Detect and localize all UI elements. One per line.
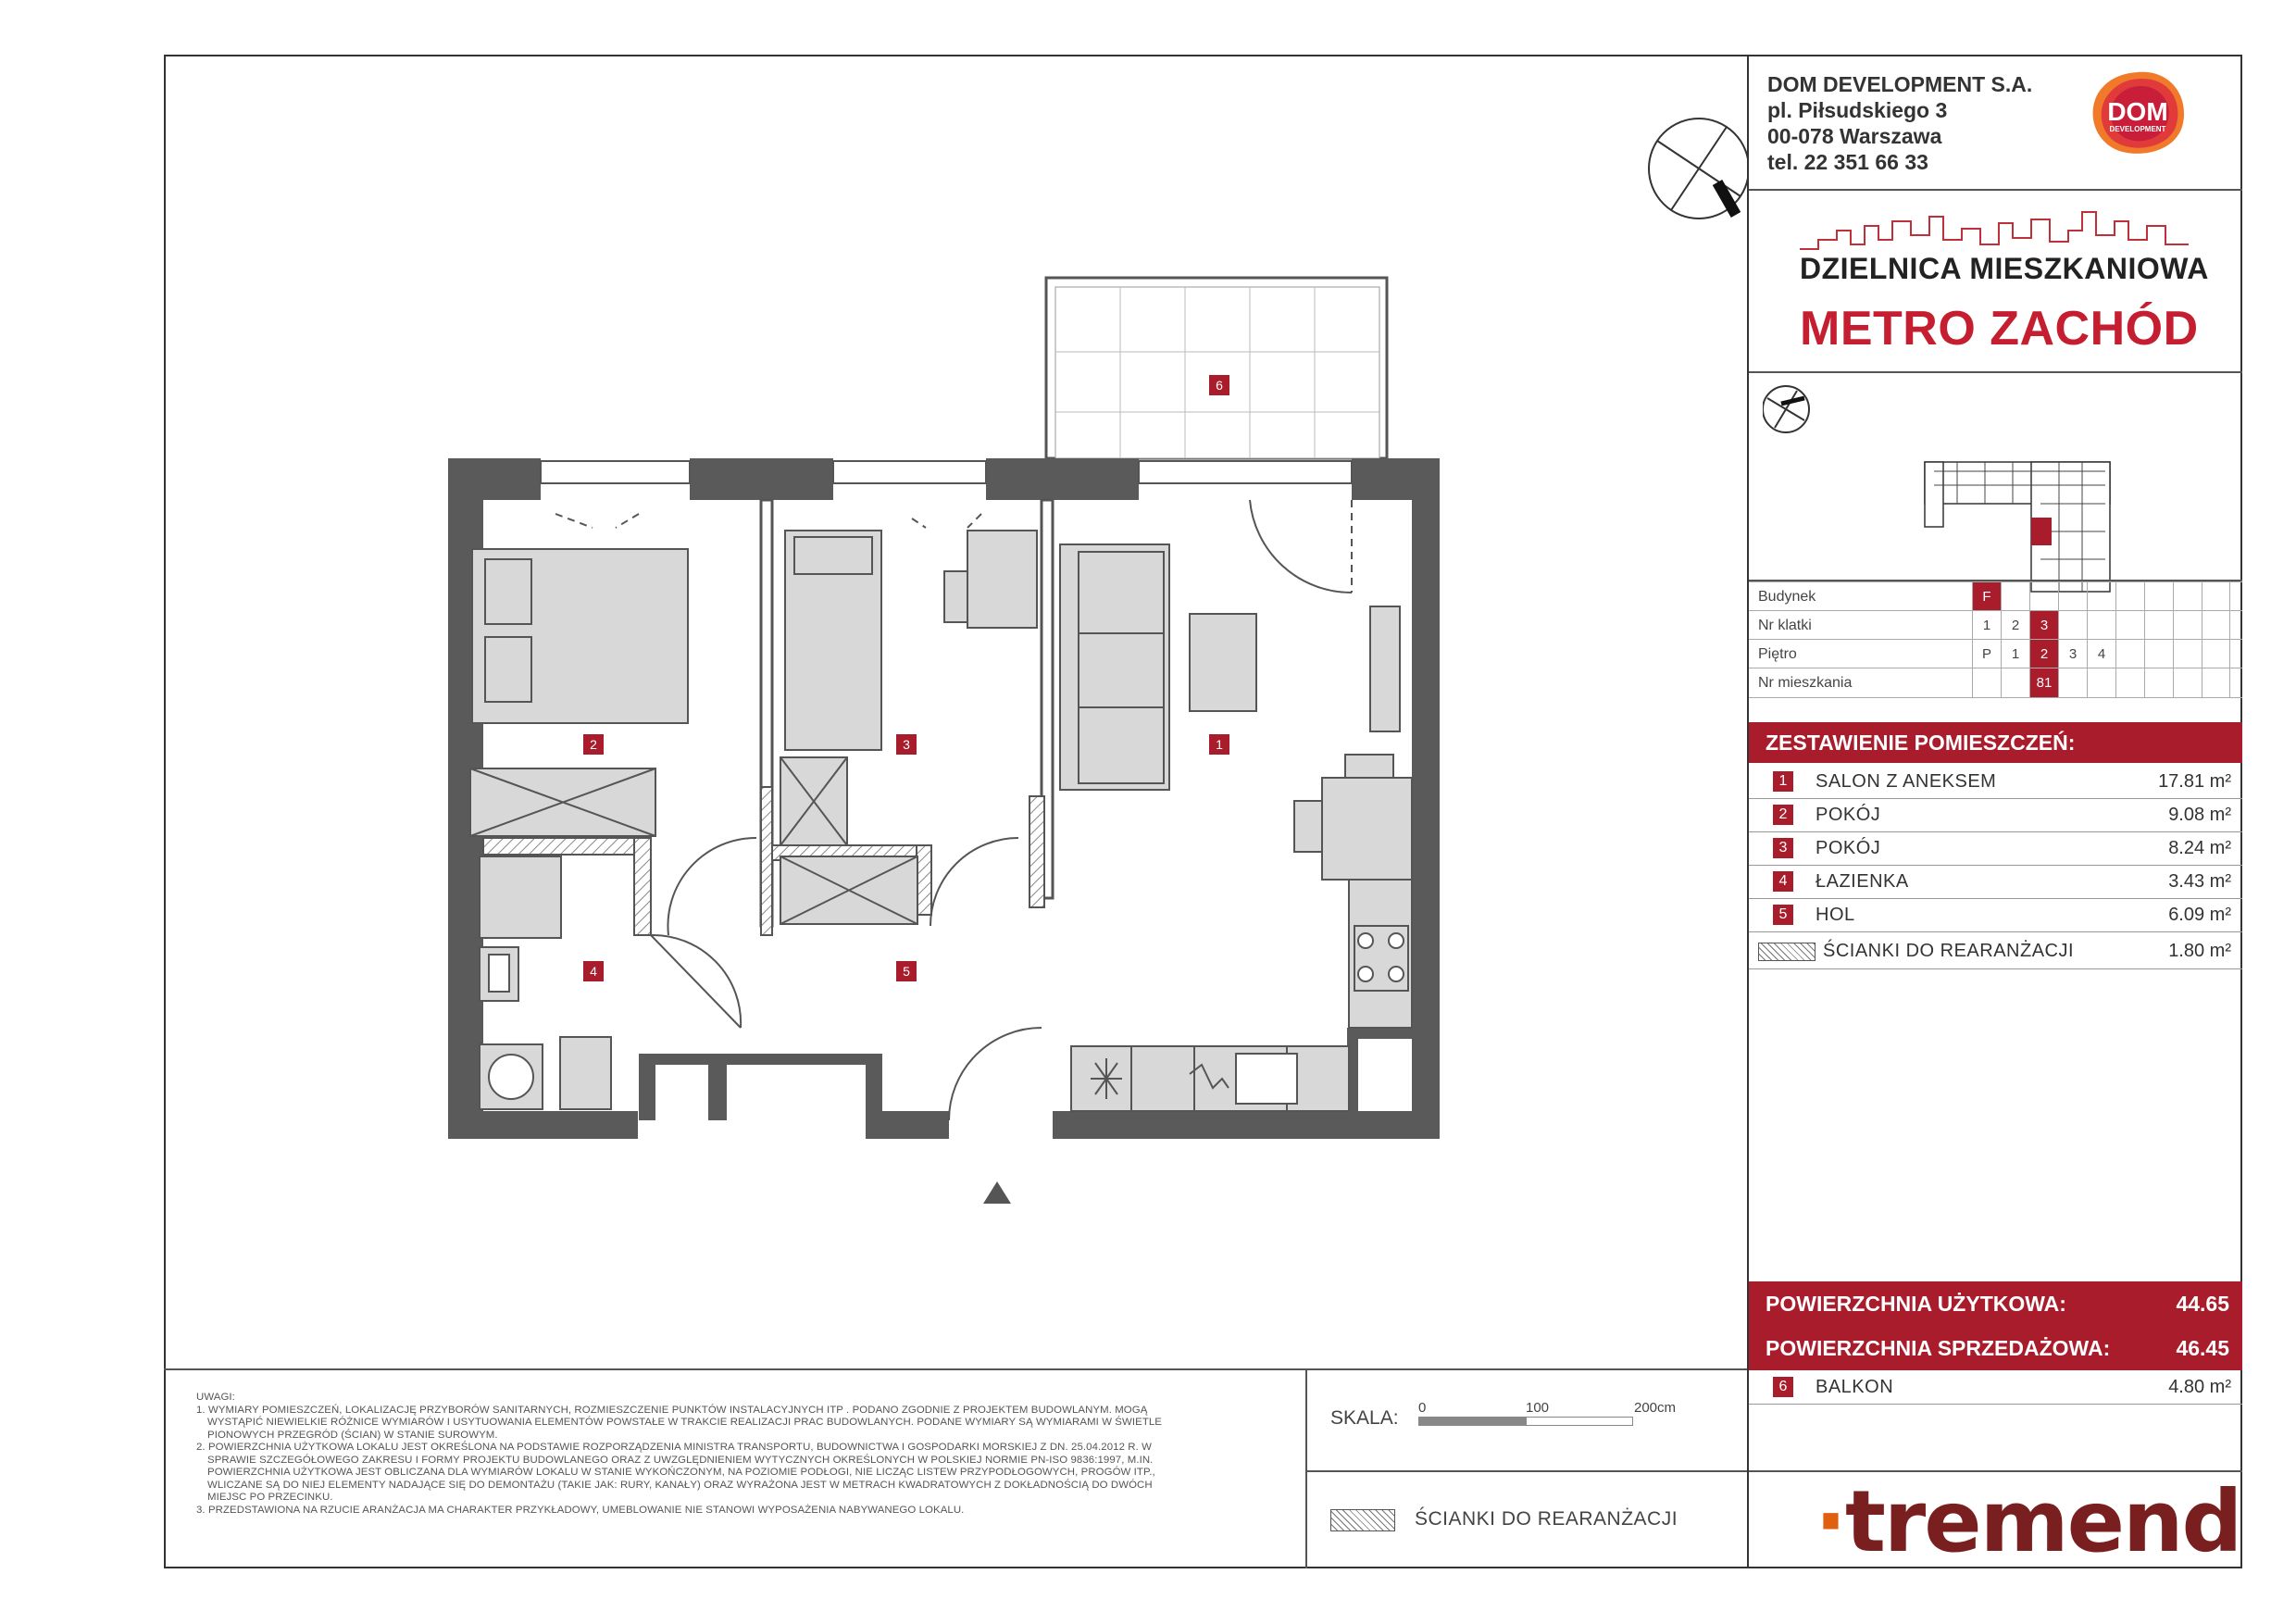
- room-area: 1.80 m²: [2168, 941, 2231, 961]
- room-area: 8.24 m²: [2168, 838, 2231, 858]
- room-row: [1749, 865, 2242, 899]
- plan-label-room-4: 4: [583, 961, 604, 981]
- notes-line: WLICZANE SĄ DO NIEJ ELEMENTY NADAJĄCE SIĘ DO DEMONTAŻU (TAKIE JAK: RURY, KANAŁY) ORAZ WYRAŻONA JEST W METRACH KWADRATOWYCH Z DOKŁADNOŚCIĄ DO DWÓCH: [207, 1479, 1153, 1491]
- room-number: 2: [1773, 805, 1793, 825]
- scale-divider: [1305, 1470, 1747, 1472]
- notes: [196, 1392, 1289, 1517]
- logo-text-dom: DOM: [2107, 97, 2168, 126]
- windows: [541, 461, 1352, 483]
- logo-text-development: DEVELOPMENT: [2109, 125, 2166, 133]
- notes-line: 2. POWIERZCHNIA UŻYTKOWA LOKALU JEST OKREŚLONA NA PODSTAWIE ROZPORZĄDZENIA MINISTRA TRANSPORTU, BUDOWNICTWA I GOSPODARKI MORSKIEJ Z DN. 25.04.2012 R. W: [196, 1442, 1152, 1453]
- location-cell: P: [1972, 640, 2001, 668]
- room-row: [1749, 798, 2242, 832]
- room-number: 6: [1773, 1377, 1793, 1397]
- company-address-1: pl. Piłsudskiego 3: [1767, 98, 1948, 122]
- notes-line: 1. WYMIARY POMIESZCZEŃ, LOKALIZACJĘ PRZYBORÓW SANITARNYCH, ROZMIESZCZENIE PUNKTÓW INSTALACYJNYCH ITP . PODANO ZGODNIE Z PROJEKTEM BUDOWLANYM. MOGĄ: [196, 1404, 1148, 1416]
- room-number: 5: [1773, 905, 1793, 925]
- notes-line: WYSTĄPIĆ NIEWIELKIE RÓŻNICE WYMIARÓW I USYTUOWANIA ELEMENTÓW POWSTAŁE W TRAKCIE REALIZACJI PRAC BUDOWLANYCH. PODANE WYMIARY SĄ WYMIARAMI W ŚWIETLE: [207, 1417, 1163, 1428]
- scale-bar-filled: [1418, 1417, 1526, 1426]
- dom-development-logo: [2087, 68, 2189, 160]
- hatch-legend-label: ŚCIANKI DO REARANŻACJI: [1415, 1508, 1678, 1530]
- compass-small-icon: [1763, 386, 1809, 432]
- balcony: [1046, 278, 1387, 458]
- location-cell: 2: [2029, 640, 2058, 668]
- room-area: 4.80 m²: [2168, 1377, 2231, 1397]
- skyline-icon: [1800, 203, 2189, 258]
- location-row-label: Nr klatki: [1758, 618, 1812, 633]
- hatch-legend-swatch: [1330, 1509, 1395, 1531]
- key-plan: [1763, 383, 2226, 606]
- location-table: [1749, 581, 2242, 696]
- room-name: POKÓJ: [1816, 805, 1881, 825]
- divider: [1749, 371, 2242, 373]
- notes-line: PIONOWYCH PRZEGRÓD (ŚCIAN) W STANIE SUROWYM.: [207, 1429, 498, 1441]
- room-name: HOL: [1816, 905, 1855, 925]
- room-area: 9.08 m²: [2168, 805, 2231, 825]
- room-number: 4: [1773, 871, 1793, 892]
- scale-tick-0: 0: [1418, 1400, 1427, 1416]
- entrance-arrow: [983, 1181, 1011, 1204]
- room-area: 3.43 m²: [2168, 871, 2231, 892]
- location-cell: 81: [2029, 668, 2058, 697]
- location-cell: 3: [2058, 640, 2087, 668]
- room-number: 3: [1773, 838, 1793, 858]
- plan-label-room-3: 3: [896, 734, 917, 755]
- bottom-vert-divider: [1305, 1368, 1307, 1568]
- hatch-swatch: [1758, 943, 1816, 961]
- usable-area-bar: [1749, 1281, 2242, 1327]
- notes-line: MIEJSC PO PRZECINKU.: [207, 1492, 333, 1503]
- location-cell: 1: [2001, 640, 2029, 668]
- company-address-2: 00-078 Warszawa: [1767, 124, 1942, 148]
- company-name: DOM DEVELOPMENT S.A.: [1767, 72, 2033, 96]
- notes-line: SPRAWIE SZCZEGÓŁOWEGO ZAKRESU I FORMY PROJEKTU BUDOWLANEGO ORAZ Z UWZGLĘDNIENIEM WYTYCZNYCH OKREŚLONYCH W POLSKIEJ NORMIE PN-ISO 9836:1997, M.IN.: [207, 1454, 1154, 1466]
- location-row-apartment: [1749, 668, 2242, 698]
- room-name: ŁAZIENKA: [1816, 871, 1909, 892]
- room-row-walls: [1749, 931, 2242, 969]
- room-row: [1749, 765, 2242, 799]
- room-name: SALON Z ANEKSEM: [1816, 771, 1997, 792]
- scale-tick-100: 100: [1526, 1400, 1550, 1416]
- location-row-floor: [1749, 639, 2242, 668]
- divider: [1749, 189, 2242, 191]
- summary-header: [1749, 722, 2242, 763]
- notes-line: 3. PRZEDSTAWIONA NA RZUCIE ARANŻACJA MA CHARAKTER PRZYKŁADOWY, UMEBLOWANIE NIE STANOWI WYPOSAŻENIA NABYWANEGO LOKALU.: [196, 1504, 965, 1516]
- room-number: 1: [1773, 771, 1793, 792]
- location-row-label: Nr mieszkania: [1758, 675, 1853, 691]
- sale-area-bar: [1749, 1326, 2242, 1370]
- location-cell: 1: [1972, 611, 2001, 640]
- room-name: BALKON: [1816, 1377, 1894, 1397]
- location-cell: 4: [2087, 640, 2115, 668]
- scale-tick-200: 200cm: [1634, 1400, 1677, 1416]
- usable-area-label: POWIERZCHNIA UŻYTKOWA:: [1766, 1292, 2066, 1316]
- location-row-building: [1749, 581, 2242, 611]
- sale-area-value: 46.45: [2176, 1336, 2229, 1360]
- bottom-divider: [164, 1368, 1747, 1370]
- room-row: [1749, 898, 2242, 932]
- company-block: [1767, 71, 2032, 175]
- location-row-label: Budynek: [1758, 589, 1816, 605]
- plan-label-room-6: 6: [1209, 375, 1229, 395]
- location-cell: 3: [2029, 611, 2058, 640]
- project-name-line2: METRO ZACHÓD: [1800, 302, 2199, 356]
- notes-line: POWIERZCHNIA UŻYTKOWA JEST OBLICZANA DLA WYMIARÓW LOKALU W STANIE WYKOŃCZONYM, NA POZIOMIE PODŁOGI, NIE LICZĄC LISTEW PRZYPODŁOGOWYCH, PROGÓW ITP.,: [207, 1467, 1155, 1478]
- usable-area-value: 44.65: [2176, 1292, 2229, 1316]
- sale-area-label: POWIERZCHNIA SPRZEDAŻOWA:: [1766, 1336, 2111, 1360]
- location-row-label: Piętro: [1758, 646, 1797, 662]
- room-name: POKÓJ: [1816, 838, 1881, 858]
- location-row-staircase: [1749, 610, 2242, 640]
- room-area: 6.09 m²: [2168, 905, 2231, 925]
- project-name-line1: DZIELNICA MIESZKANIOWA: [1800, 252, 2209, 285]
- info-panel: [1747, 55, 2242, 1568]
- room-row: [1749, 831, 2242, 866]
- plan-label-room-5: 5: [896, 961, 917, 981]
- company-phone: tel. 22 351 66 33: [1767, 150, 1928, 174]
- room-area: 17.81 m²: [2158, 771, 2231, 792]
- location-cell: 2: [2001, 611, 2029, 640]
- location-cell: F: [1972, 582, 2001, 611]
- compass-icon: [1649, 119, 1747, 219]
- summary-title: ZESTAWIENIE POMIESZCZEŃ:: [1766, 731, 2076, 755]
- room-name: ŚCIANKI DO REARANŻACJI: [1823, 941, 2075, 961]
- tremend-wordmark: tremend: [1844, 1472, 2241, 1571]
- balcony-row: [1749, 1370, 2242, 1405]
- plan-label-room-2: 2: [583, 734, 604, 755]
- scale-bar-empty: [1526, 1417, 1633, 1426]
- notes-heading: UWAGI:: [196, 1392, 235, 1403]
- plan-label-room-1: 1: [1209, 734, 1229, 755]
- scale-label: SKALA:: [1330, 1407, 1399, 1429]
- tremend-logo: ·tremend: [1815, 1472, 2241, 1571]
- apartment-marker: [2031, 518, 2052, 545]
